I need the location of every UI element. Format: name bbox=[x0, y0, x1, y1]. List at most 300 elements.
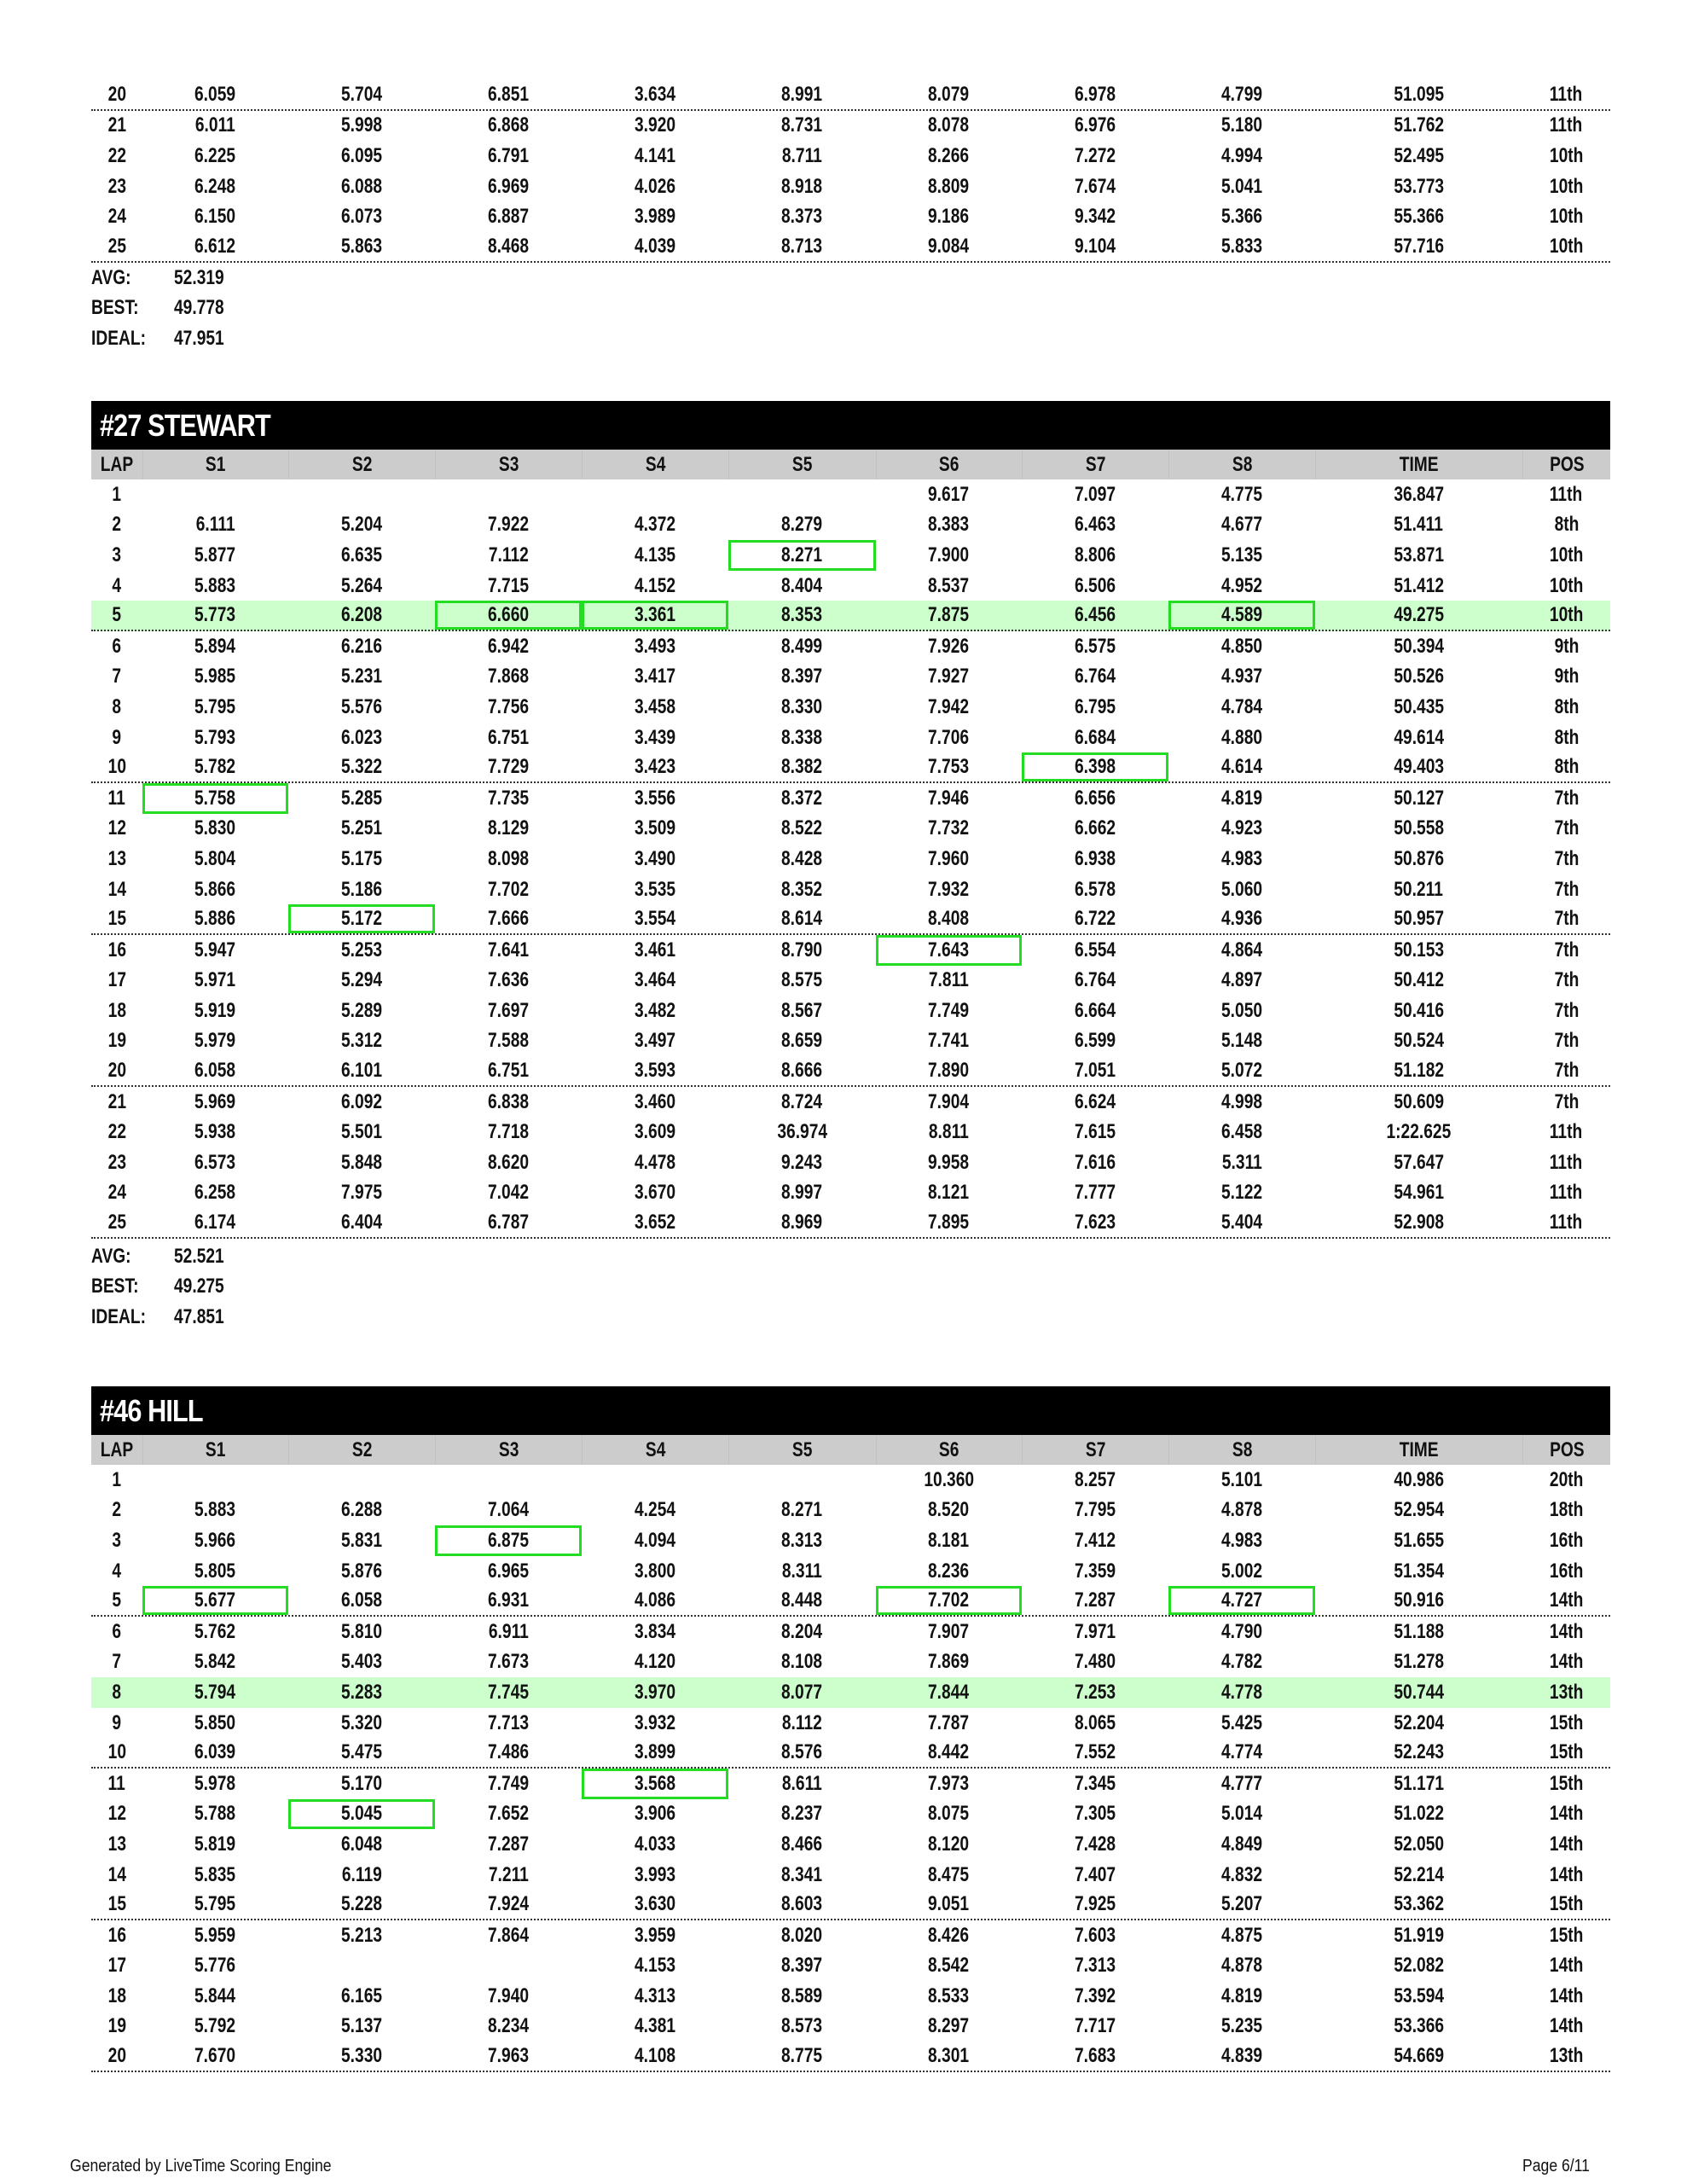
cell-s6: 7.946 bbox=[928, 786, 970, 810]
cell-s8: 5.002 bbox=[1220, 1559, 1263, 1583]
cell-s6: 8.078 bbox=[928, 113, 970, 137]
stat-avg bbox=[91, 1241, 236, 1272]
cell-s1: 6.225 bbox=[194, 143, 236, 167]
cell-s7: 6.578 bbox=[1074, 877, 1116, 901]
cell-s2: 5.475 bbox=[340, 1740, 383, 1764]
stat-ideal-label: IDEAL: bbox=[91, 326, 146, 350]
cell-s8: 5.060 bbox=[1220, 877, 1263, 901]
cell-s5: 8.573 bbox=[781, 2014, 823, 2038]
lap-number: 7 bbox=[112, 665, 122, 688]
cell-s6: 9.186 bbox=[928, 205, 970, 229]
cell-time: 57.647 bbox=[1394, 1150, 1444, 1174]
cell-s3: 6.942 bbox=[487, 634, 530, 658]
cell-pos: 7th bbox=[1554, 846, 1579, 870]
cell-s2: 5.137 bbox=[340, 2014, 383, 2038]
cell-s4: 4.313 bbox=[634, 1984, 676, 2007]
cell-s8: 4.937 bbox=[1220, 665, 1263, 688]
lap-number: 2 bbox=[112, 1498, 122, 1522]
lap-number: 14 bbox=[107, 877, 126, 901]
cell-s7: 8.806 bbox=[1074, 543, 1116, 566]
cell-s2: 5.170 bbox=[340, 1771, 383, 1795]
cell-s6: 7.811 bbox=[928, 968, 969, 992]
cell-pos: 15th bbox=[1549, 1771, 1584, 1795]
cell-s2: 5.253 bbox=[340, 938, 383, 961]
cell-s3: 6.751 bbox=[487, 725, 530, 749]
lap-number: 7 bbox=[112, 1650, 122, 1674]
cell-s7: 9.342 bbox=[1074, 205, 1116, 229]
lap-row bbox=[91, 1829, 1610, 1860]
stat-best-label: BEST: bbox=[91, 1275, 139, 1298]
cell-s1: 5.844 bbox=[194, 1984, 236, 2007]
column-header-s8: S8 bbox=[1168, 450, 1315, 479]
cell-s6: 7.932 bbox=[928, 877, 970, 901]
cell-s5: 8.713 bbox=[781, 234, 823, 258]
column-header-row bbox=[91, 450, 1610, 479]
cell-pos: 15th bbox=[1549, 1892, 1584, 1916]
cell-s7: 6.662 bbox=[1074, 816, 1116, 840]
cell-s5: 8.603 bbox=[781, 1892, 823, 1916]
cell-s3: 7.652 bbox=[487, 1802, 530, 1826]
cell-s7: 6.976 bbox=[1074, 113, 1116, 137]
cell-s7: 6.599 bbox=[1074, 1029, 1116, 1053]
stat-ideal-value: 47.951 bbox=[174, 326, 224, 350]
cell-time: 50.526 bbox=[1394, 665, 1444, 688]
cell-s6: 8.537 bbox=[928, 573, 970, 597]
lap-stats bbox=[91, 263, 236, 354]
cell-pos: 10th bbox=[1549, 205, 1584, 229]
stat-avg bbox=[91, 263, 236, 293]
cell-s4: 3.464 bbox=[634, 968, 676, 992]
cell-s3: 8.098 bbox=[487, 846, 530, 870]
cell-s4: 3.554 bbox=[634, 907, 676, 931]
cell-s2: 5.501 bbox=[340, 1120, 383, 1144]
cell-s5: 8.666 bbox=[781, 1059, 823, 1083]
cell-s8: 4.784 bbox=[1220, 694, 1263, 718]
cell-s3: 6.911 bbox=[488, 1619, 529, 1643]
cell-s1: 5.782 bbox=[194, 755, 236, 779]
cell-time: 50.211 bbox=[1394, 877, 1444, 901]
cell-s4: 3.490 bbox=[634, 846, 676, 870]
cell-s2: 5.876 bbox=[340, 1559, 383, 1583]
cell-s3: 6.751 bbox=[487, 1059, 530, 1083]
cell-s3: 7.287 bbox=[487, 1832, 530, 1856]
cell-s2 bbox=[288, 1465, 435, 1496]
cell-pos: 11th bbox=[1550, 1181, 1583, 1205]
cell-time: 53.362 bbox=[1394, 1892, 1444, 1916]
lap-number: 22 bbox=[107, 143, 126, 167]
cell-s5: 8.372 bbox=[781, 786, 823, 810]
cell-s1: 6.039 bbox=[194, 1740, 236, 1764]
cell-s6: 7.749 bbox=[928, 998, 970, 1022]
cell-s8: 5.135 bbox=[1220, 543, 1263, 566]
cell-s1: 6.258 bbox=[194, 1181, 236, 1205]
cell-s7: 7.428 bbox=[1074, 1832, 1116, 1856]
cell-s3: 7.713 bbox=[487, 1711, 530, 1734]
column-header-s2: S2 bbox=[288, 1435, 435, 1465]
cell-s8: 4.774 bbox=[1220, 1740, 1263, 1764]
cell-time: 51.412 bbox=[1394, 573, 1444, 597]
best-sector-cell-s8: 4.589 bbox=[1168, 601, 1315, 630]
lap-row bbox=[91, 1178, 1610, 1209]
cell-s3: 6.868 bbox=[487, 113, 530, 137]
best-sector-cell-s4: 3.568 bbox=[582, 1769, 728, 1799]
lap-row bbox=[91, 2042, 1610, 2072]
cell-s4: 3.670 bbox=[634, 1181, 676, 1205]
cell-s4: 3.439 bbox=[634, 725, 676, 749]
lap-row bbox=[91, 1087, 1610, 1118]
lap-number: 1 bbox=[112, 1467, 122, 1491]
cell-time: 49.275 bbox=[1394, 603, 1444, 627]
stat-best bbox=[91, 293, 236, 324]
cell-s5: 8.313 bbox=[781, 1528, 823, 1552]
stat-ideal bbox=[91, 323, 236, 354]
cell-s3: 7.697 bbox=[487, 998, 530, 1022]
cell-s3: 7.112 bbox=[488, 543, 529, 566]
cell-pos: 11th bbox=[1550, 1150, 1583, 1174]
cell-s3: 7.864 bbox=[487, 1923, 530, 1947]
cell-s6: 7.960 bbox=[928, 846, 970, 870]
cell-s3: 8.620 bbox=[487, 1150, 530, 1174]
cell-s7: 6.656 bbox=[1074, 786, 1116, 810]
cell-s1: 6.059 bbox=[194, 82, 236, 106]
cell-s5: 8.991 bbox=[781, 82, 823, 106]
cell-s2: 6.095 bbox=[340, 143, 383, 167]
cell-time: 51.022 bbox=[1394, 1802, 1444, 1826]
cell-s1: 5.842 bbox=[194, 1650, 236, 1674]
cell-s1: 5.804 bbox=[194, 846, 236, 870]
cell-s7: 8.257 bbox=[1074, 1467, 1116, 1491]
lap-number: 23 bbox=[107, 1150, 126, 1174]
cell-s7: 7.313 bbox=[1074, 1954, 1116, 1978]
lap-number: 6 bbox=[112, 634, 122, 658]
cell-s6: 7.895 bbox=[928, 1211, 970, 1234]
stat-avg-label: AVG: bbox=[91, 1244, 131, 1268]
lap-row bbox=[91, 662, 1610, 693]
cell-s5: 36.974 bbox=[777, 1120, 827, 1144]
cell-s3: 7.729 bbox=[487, 755, 530, 779]
cell-s1: 5.919 bbox=[194, 998, 236, 1022]
driver-title-text: #27 STEWART bbox=[100, 408, 270, 443]
cell-pos: 11th bbox=[1550, 1120, 1583, 1144]
cell-s3: 6.791 bbox=[487, 143, 530, 167]
cell-s3: 7.868 bbox=[487, 665, 530, 688]
lap-number: 5 bbox=[112, 603, 122, 627]
cell-s6: 8.542 bbox=[928, 1954, 970, 1978]
best-sector-cell-s4: 3.361 bbox=[582, 601, 728, 630]
cell-s5: 8.237 bbox=[781, 1802, 823, 1826]
cell-s4: 4.141 bbox=[634, 143, 676, 167]
cell-s2: 5.998 bbox=[340, 113, 383, 137]
cell-time: 52.214 bbox=[1394, 1862, 1444, 1886]
cell-pos: 8th bbox=[1554, 725, 1579, 749]
cell-s1: 7.670 bbox=[194, 2044, 236, 2068]
cell-s8: 5.072 bbox=[1220, 1059, 1263, 1083]
cell-s2: 5.285 bbox=[340, 786, 383, 810]
driver-section-car-27-stewart bbox=[91, 401, 1610, 1239]
cell-s7: 7.287 bbox=[1074, 1589, 1116, 1612]
column-header-s7: S7 bbox=[1022, 1435, 1168, 1465]
lap-number: 17 bbox=[107, 1954, 126, 1978]
column-header-s6: S6 bbox=[876, 450, 1022, 479]
cell-s5: 8.397 bbox=[781, 665, 823, 688]
cell-s2: 6.288 bbox=[340, 1498, 383, 1522]
cell-pos: 14th bbox=[1549, 1862, 1584, 1886]
cell-s5: 8.611 bbox=[781, 1771, 822, 1795]
cell-s8: 4.790 bbox=[1220, 1619, 1263, 1643]
cell-time: 49.403 bbox=[1394, 755, 1444, 779]
cell-s3: 7.922 bbox=[487, 513, 530, 537]
lap-row bbox=[91, 966, 1610, 996]
cell-s2: 5.228 bbox=[340, 1892, 383, 1916]
cell-s3: 6.887 bbox=[487, 205, 530, 229]
cell-s6: 7.706 bbox=[928, 725, 970, 749]
cell-pos: 11th bbox=[1550, 1211, 1583, 1234]
cell-s1: 5.830 bbox=[194, 816, 236, 840]
cell-s1: 5.971 bbox=[194, 968, 236, 992]
cell-s7: 6.554 bbox=[1074, 938, 1116, 961]
cell-time: 40.986 bbox=[1394, 1467, 1444, 1491]
cell-s6: 8.520 bbox=[928, 1498, 970, 1522]
cell-time: 51.188 bbox=[1394, 1619, 1444, 1643]
cell-s8: 5.366 bbox=[1220, 205, 1263, 229]
cell-s3: 7.924 bbox=[487, 1892, 530, 1916]
cell-s5 bbox=[728, 1465, 876, 1496]
lap-number: 23 bbox=[107, 174, 126, 198]
cell-s4: 3.460 bbox=[634, 1089, 676, 1113]
cell-s2: 5.704 bbox=[340, 82, 383, 106]
cell-pos: 7th bbox=[1554, 968, 1579, 992]
cell-s1: 5.792 bbox=[194, 2014, 236, 2038]
cell-s8: 5.101 bbox=[1220, 1467, 1263, 1491]
lap-row bbox=[91, 479, 1610, 510]
best-sector-cell-s3: 6.660 bbox=[435, 601, 582, 630]
cell-s2: 6.208 bbox=[340, 603, 383, 627]
cell-s8: 4.614 bbox=[1220, 755, 1263, 779]
cell-s1: 6.150 bbox=[194, 205, 236, 229]
cell-s3: 7.666 bbox=[487, 907, 530, 931]
cell-s3: 7.588 bbox=[487, 1029, 530, 1053]
cell-time: 52.495 bbox=[1394, 143, 1444, 167]
cell-s7: 7.717 bbox=[1074, 2014, 1116, 2038]
cell-s5: 8.790 bbox=[781, 938, 823, 961]
lap-row bbox=[91, 540, 1610, 571]
cell-pos: 14th bbox=[1549, 1802, 1584, 1826]
best-sector-cell-s2: 5.172 bbox=[288, 904, 435, 933]
cell-s7: 7.615 bbox=[1074, 1120, 1116, 1144]
cell-pos: 15th bbox=[1549, 1923, 1584, 1947]
cell-s6: 7.973 bbox=[928, 1771, 970, 1795]
lap-row bbox=[91, 1496, 1610, 1526]
cell-s7: 7.925 bbox=[1074, 1892, 1116, 1916]
lap-row bbox=[91, 141, 1610, 171]
best-sector-cell-s3: 6.875 bbox=[435, 1525, 582, 1556]
lap-row bbox=[91, 1147, 1610, 1178]
cell-time: 52.082 bbox=[1394, 1954, 1444, 1978]
cell-s6: 8.236 bbox=[928, 1559, 970, 1583]
cell-s4: 3.593 bbox=[634, 1059, 676, 1083]
column-header-pos: POS bbox=[1522, 450, 1610, 479]
cell-pos: 13th bbox=[1549, 2044, 1584, 2068]
cell-s2: 6.048 bbox=[340, 1832, 383, 1856]
cell-s5: 8.466 bbox=[781, 1832, 823, 1856]
lap-number: 1 bbox=[112, 482, 122, 506]
cell-s3: 6.969 bbox=[487, 174, 530, 198]
lap-row bbox=[91, 752, 1610, 783]
lap-row bbox=[91, 1647, 1610, 1678]
cell-s2: 5.251 bbox=[340, 816, 383, 840]
cell-s8: 4.849 bbox=[1220, 1832, 1263, 1856]
cell-s1: 5.850 bbox=[194, 1711, 236, 1734]
cell-s2: 5.213 bbox=[340, 1923, 383, 1947]
cell-time: 50.412 bbox=[1394, 968, 1444, 992]
lap-row bbox=[91, 1799, 1610, 1830]
cell-s4: 3.556 bbox=[634, 786, 676, 810]
cell-s4: 3.652 bbox=[634, 1211, 676, 1234]
cell-s1: 6.111 bbox=[195, 513, 235, 537]
lap-row bbox=[91, 232, 1610, 263]
cell-s6: 8.121 bbox=[928, 1181, 970, 1205]
cell-time: 50.435 bbox=[1394, 694, 1444, 718]
lap-row bbox=[91, 1556, 1610, 1587]
driver-title-text: #46 HILL bbox=[100, 1393, 203, 1428]
lap-row bbox=[91, 1677, 1610, 1708]
cell-s7: 7.683 bbox=[1074, 2044, 1116, 2068]
lap-row bbox=[91, 510, 1610, 541]
cell-s8: 5.404 bbox=[1220, 1211, 1263, 1234]
cell-s8: 4.819 bbox=[1220, 1984, 1263, 2007]
cell-time: 36.847 bbox=[1394, 482, 1444, 506]
lap-row bbox=[91, 996, 1610, 1026]
cell-time: 51.278 bbox=[1394, 1650, 1444, 1674]
lap-number: 19 bbox=[107, 1029, 126, 1053]
cell-s5: 8.020 bbox=[781, 1923, 823, 1947]
cell-s1: 6.612 bbox=[194, 234, 236, 258]
best-sector-cell-s1: 5.758 bbox=[142, 783, 288, 814]
lap-stats bbox=[91, 1241, 236, 1333]
cell-s4: 3.461 bbox=[634, 938, 676, 961]
cell-s1: 5.795 bbox=[194, 694, 236, 718]
cell-s8: 4.777 bbox=[1220, 1771, 1263, 1795]
cell-s8: 4.819 bbox=[1220, 786, 1263, 810]
cell-s7: 6.463 bbox=[1074, 513, 1116, 537]
cell-s7: 7.552 bbox=[1074, 1740, 1116, 1764]
cell-s3 bbox=[435, 1465, 582, 1496]
lap-number: 20 bbox=[107, 82, 126, 106]
cell-time: 54.669 bbox=[1394, 2044, 1444, 2068]
cell-s6: 8.075 bbox=[928, 1802, 970, 1826]
cell-s3: 7.940 bbox=[487, 1984, 530, 2007]
cell-pos: 14th bbox=[1549, 1619, 1584, 1643]
stat-best-value: 49.275 bbox=[174, 1275, 224, 1298]
cell-pos: 18th bbox=[1549, 1498, 1584, 1522]
cell-s4 bbox=[582, 479, 728, 510]
cell-time: 51.655 bbox=[1394, 1528, 1444, 1552]
cell-pos: 11th bbox=[1550, 82, 1583, 106]
column-header-s1: S1 bbox=[142, 1435, 288, 1465]
cell-s1: 5.938 bbox=[194, 1120, 236, 1144]
cell-s7: 6.764 bbox=[1074, 665, 1116, 688]
cell-s8: 6.458 bbox=[1220, 1120, 1263, 1144]
cell-s6: 7.844 bbox=[928, 1680, 970, 1704]
cell-s8: 5.180 bbox=[1220, 113, 1263, 137]
cell-s3: 7.636 bbox=[487, 968, 530, 992]
cell-s3: 7.641 bbox=[487, 938, 530, 961]
cell-s2: 5.330 bbox=[340, 2044, 383, 2068]
cell-s5: 8.522 bbox=[781, 816, 823, 840]
cell-s7: 7.272 bbox=[1074, 143, 1116, 167]
cell-s6: 7.732 bbox=[928, 816, 970, 840]
cell-s6: 7.904 bbox=[928, 1089, 970, 1113]
lap-number: 9 bbox=[112, 1711, 122, 1734]
cell-pos: 7th bbox=[1554, 907, 1579, 931]
cell-s4: 3.417 bbox=[634, 665, 676, 688]
cell-pos: 8th bbox=[1554, 513, 1579, 537]
lap-row bbox=[91, 631, 1610, 662]
cell-s7: 7.359 bbox=[1074, 1559, 1116, 1583]
cell-s3: 7.042 bbox=[487, 1181, 530, 1205]
cell-s1: 5.966 bbox=[194, 1528, 236, 1552]
column-header-lap: LAP bbox=[100, 452, 134, 476]
stat-ideal bbox=[91, 1302, 236, 1333]
cell-pos: 10th bbox=[1549, 174, 1584, 198]
cell-pos: 9th bbox=[1554, 665, 1579, 688]
cell-s2: 5.403 bbox=[340, 1650, 383, 1674]
cell-s3 bbox=[435, 1951, 582, 1982]
cell-s1: 5.794 bbox=[194, 1680, 236, 1704]
cell-s4: 4.026 bbox=[634, 174, 676, 198]
cell-s6: 8.809 bbox=[928, 174, 970, 198]
lap-number: 17 bbox=[107, 968, 126, 992]
cell-s5: 9.243 bbox=[781, 1150, 823, 1174]
cell-s7: 7.345 bbox=[1074, 1771, 1116, 1795]
cell-s1: 5.883 bbox=[194, 573, 236, 597]
cell-s5: 8.330 bbox=[781, 694, 823, 718]
cell-pos: 10th bbox=[1549, 573, 1584, 597]
driver-title bbox=[91, 401, 1610, 450]
lap-number: 3 bbox=[112, 543, 122, 566]
cell-s1: 5.959 bbox=[194, 1923, 236, 1947]
cell-s4: 3.800 bbox=[634, 1559, 676, 1583]
cell-time: 50.876 bbox=[1394, 846, 1444, 870]
cell-s5: 8.918 bbox=[781, 174, 823, 198]
cell-s2: 6.635 bbox=[340, 543, 383, 566]
stat-best-value: 49.778 bbox=[174, 296, 224, 320]
cell-s5: 8.448 bbox=[781, 1589, 823, 1612]
cell-pos: 14th bbox=[1549, 1984, 1584, 2007]
cell-s5: 8.711 bbox=[781, 143, 822, 167]
lap-number: 25 bbox=[107, 1211, 126, 1234]
lap-number: 11 bbox=[107, 786, 126, 810]
footer-generated-by: Generated by LiveTime Scoring Engine bbox=[70, 2157, 332, 2175]
cell-s4: 4.086 bbox=[634, 1589, 676, 1612]
cell-s8: 4.864 bbox=[1220, 938, 1263, 961]
cell-s8: 4.799 bbox=[1220, 82, 1263, 106]
cell-s6: 10.360 bbox=[924, 1467, 974, 1491]
cell-s5: 8.724 bbox=[781, 1089, 823, 1113]
best-sector-cell-s7: 6.398 bbox=[1022, 752, 1168, 781]
cell-s8: 4.923 bbox=[1220, 816, 1263, 840]
cell-s1: 5.793 bbox=[194, 725, 236, 749]
cell-s5: 8.575 bbox=[781, 968, 823, 992]
lap-number: 6 bbox=[112, 1619, 122, 1643]
cell-s7: 7.603 bbox=[1074, 1923, 1116, 1947]
cell-s4: 3.920 bbox=[634, 113, 676, 137]
cell-s1: 5.835 bbox=[194, 1862, 236, 1886]
lap-number: 20 bbox=[107, 1059, 126, 1083]
cell-s6: 8.426 bbox=[928, 1923, 970, 1947]
cell-s8: 4.778 bbox=[1220, 1680, 1263, 1704]
cell-s2 bbox=[288, 1951, 435, 1982]
